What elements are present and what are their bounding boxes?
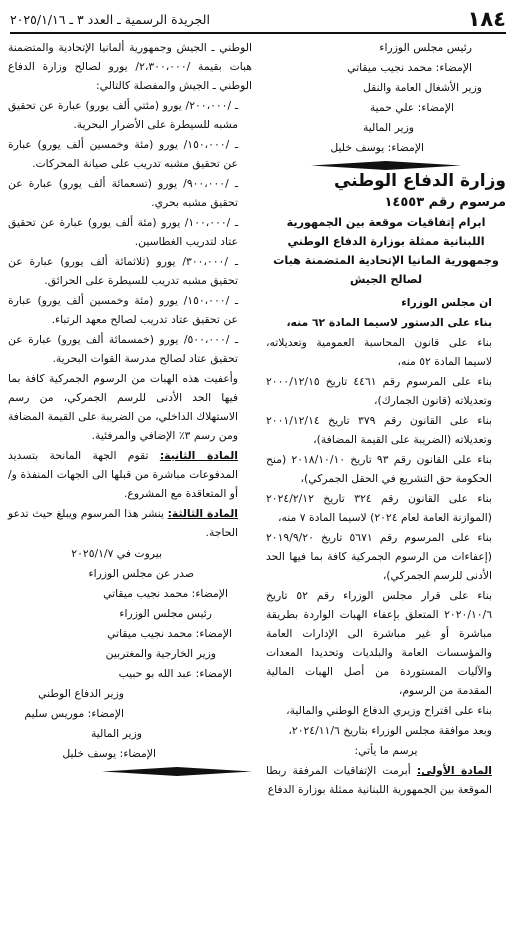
page-number: ١٨٤ xyxy=(467,7,506,31)
signature-title: صدر عن مجلس الوزراء xyxy=(88,567,194,580)
recital: وبعد موافقة مجلس الوزراء بتاريخ ٢٠٢٤/١١/٦، xyxy=(288,724,492,737)
signature-title: وزير الخارجية والمغتربين xyxy=(105,647,216,660)
decree-line: يرسم ما يأتي: xyxy=(354,744,418,757)
constitution-recital: بناء على الدستور لاسيما المادة ٦٢ منه، xyxy=(286,316,492,329)
gazette-issue-line: الجريدة الرسمية ـ العدد ٣ ـ ٢٠٢٥/١/١٦ xyxy=(10,11,210,27)
council-line: ان مجلس الوزراء xyxy=(401,296,492,309)
article-3-label: المادة الثالثة: xyxy=(167,507,238,520)
grant-item: ـ /٣٠٠،٠٠٠/ يورو (ثلاثمائة ألف يورو) عبارة عن تحقيق مشبه تدريب للسيطرة على الحرائق. xyxy=(8,255,238,287)
section-separator xyxy=(266,161,506,170)
grant-intro: الوطني ـ الجيش وجمهورية ألمانيا الإتحادية والمتضمنة هبات بقيمة /٢،٣٠٠،٠٠٠/ يورو لصالح وزارة الدفاع الوطني ـ الجيش والمفصلة كالتالي: xyxy=(8,41,252,92)
grant-item: ـ /١٠٠،٠٠٠/ يورو (مئة ألف يورو) عبارة عن تحقيق عتاد لتدريب الغطاسين. xyxy=(8,216,239,248)
separator-ornament-icon xyxy=(102,767,252,776)
signature-name: الإمضاء: علي حمية xyxy=(369,101,454,114)
article-2 xyxy=(8,446,252,503)
signature-title: وزير المالية xyxy=(91,727,142,740)
signature-name: الإمضاء: محمد نجيب ميقاتي xyxy=(347,61,472,74)
recital: بناء على القانون رقم ٩٣ تاريخ ٢٠١٨/١٠/١٠ (منح الحكومة حق التشريع في الحقل الجمركي)، xyxy=(266,453,492,485)
signature-name: الإمضاء: يوسف خليل xyxy=(62,747,156,760)
signature-name: الإمضاء: محمد نجيب ميقاتي xyxy=(107,627,232,640)
grant-item: ـ /٩٠٠،٠٠٠/ يورو (تسعمائة ألف يورو) عبارة عن تحقيق مشبه بحري. xyxy=(8,177,238,209)
signature-title: وزير الدفاع الوطني xyxy=(38,687,124,700)
grant-item: ـ /٥٠٠،٠٠٠/ يورو (خمسمائة ألف يورو) عبارة عن تحقيق عتاد لصالح مدرسة القوات البحرية. xyxy=(8,333,238,365)
signature-name: الإمضاء: موريس سليم xyxy=(24,707,124,720)
signature-name: الإمضاء: محمد نجيب ميقاتي xyxy=(103,587,228,600)
page-header xyxy=(10,6,506,34)
article-3 xyxy=(8,504,252,542)
right-column xyxy=(266,38,506,800)
decree-subject: ابرام إتفاقيات موقعة بين الجمهورية اللبنانية ممثلة بوزارة الدفاع الوطني وجمهورية المانيا الإتحادية المتضمنة هبات لصالح الجيش xyxy=(273,216,499,286)
grant-item: ـ /٢٠٠،٠٠٠/ يورو (مئتي ألف يورو) عبارة عن تحقيق مشبه للسيطرة على الأضرار البحرية. xyxy=(8,99,239,131)
recital: بناء على القانون رقم ٣٢٤ تاريخ ٢٠٢٤/٢/١٢ (الموازنة العامة لعام ٢٠٢٤) لاسيما المادة ٧ منه، xyxy=(266,492,492,524)
signature-name: الإمضاء: يوسف خليل xyxy=(330,141,424,154)
article-1-label: المادة الأولى: xyxy=(416,764,492,777)
signature-name: الإمضاء: عبد الله بو حبيب xyxy=(118,667,232,680)
recital: بناء على المرسوم رقم ٥٦٧١ تاريخ ٢٠١٩/٩/٢٠ (إعفاءات من الرسوم الجمركية كافة بما فيها الحد الأدنى للرسم الجمركي)، xyxy=(266,531,492,582)
article-1-text: أبرمت الإتفاقيات المرفقة ربطا الموقعة بين الجمهورية اللبنانية ممثلة بوزارة الدفاع xyxy=(266,764,492,796)
article-2-text: تقوم الجهة المانحة بتسديد المدفوعات مباشرة من قبلها الى الجهات المنفذة و/أو المتعاقدة مع المشروع. xyxy=(8,449,238,500)
left-column xyxy=(8,38,252,778)
decree-number: مرسوم رقم ١٤٥٥٣ xyxy=(384,195,506,210)
separator-ornament-icon xyxy=(311,161,461,170)
recital: بناء على قانون المحاسبة العمومية وتعديلاته، لاسيما المادة ٥٢ منه، xyxy=(266,336,492,368)
article-3-text: ينشر هذا المرسوم ويبلغ حيث تدعو الحاجة. xyxy=(8,507,238,539)
ministry-title: وزارة الدفاع الوطني xyxy=(333,171,506,191)
signature-title: وزير الأشغال العامة والنقل xyxy=(363,81,482,94)
place-date: بيروت في ٢٠٢٥/١/٧ xyxy=(71,547,162,560)
signature-title: رئيس مجلس الوزراء xyxy=(119,607,212,620)
end-separator xyxy=(8,767,252,776)
recital: بناء على اقتراح وزيري الدفاع الوطني والمالية، xyxy=(286,704,492,717)
article-2-label: المادة الثانية: xyxy=(159,449,238,462)
recital: بناء على القانون رقم ٣٧٩ تاريخ ٢٠٠١/١٢/١٤ وتعديلاته (الضريبة على القيمة المضافة)، xyxy=(266,414,492,446)
recital: بناء على قرار مجلس الوزراء رقم ٥٢ تاريخ ٢٠٢٠/١٠/٦ المتعلق بإعفاء الهبات الواردة بطريقة مباشرة أو غير مباشرة الى الإدارات العامة والمؤسسات العامة والبلديات وتحديدا المعدات والآليات المستوردة من أصل الهبات المالية المقدمة من الرسوم، xyxy=(266,589,492,697)
exemption-paragraph: وأعفيت هذه الهبات من الرسوم الجمركية كافة بما فيها الحد الأدنى للرسم الجمركي، من رسم الاستهلاك الداخلي، من الضريبة على القيمة المضافة ومن رسم ٣٪ الإضافي والمرفئية. xyxy=(8,372,238,442)
signature-title: وزير المالية xyxy=(363,121,414,134)
grant-item: ـ /١٥٠،٠٠٠/ يورو (مئة وخمسين ألف يورو) عبارة عن تحقيق عتاد تدريب لصالح معهد الرتباء. xyxy=(8,294,238,326)
grant-item: ـ /١٥٠،٠٠٠/ يورو (مئة وخمسين ألف يورو) عبارة عن تحقيق مشبه تدريب على صيانة المحركات. xyxy=(8,138,238,170)
recital: بناء على المرسوم رقم ٤٤٦١ تاريخ ٢٠٠٠/١٢/١٥ وتعديلاته (قانون الجمارك)، xyxy=(266,375,492,407)
article-1 xyxy=(266,761,506,799)
signature-title: رئيس مجلس الوزراء xyxy=(379,41,472,54)
